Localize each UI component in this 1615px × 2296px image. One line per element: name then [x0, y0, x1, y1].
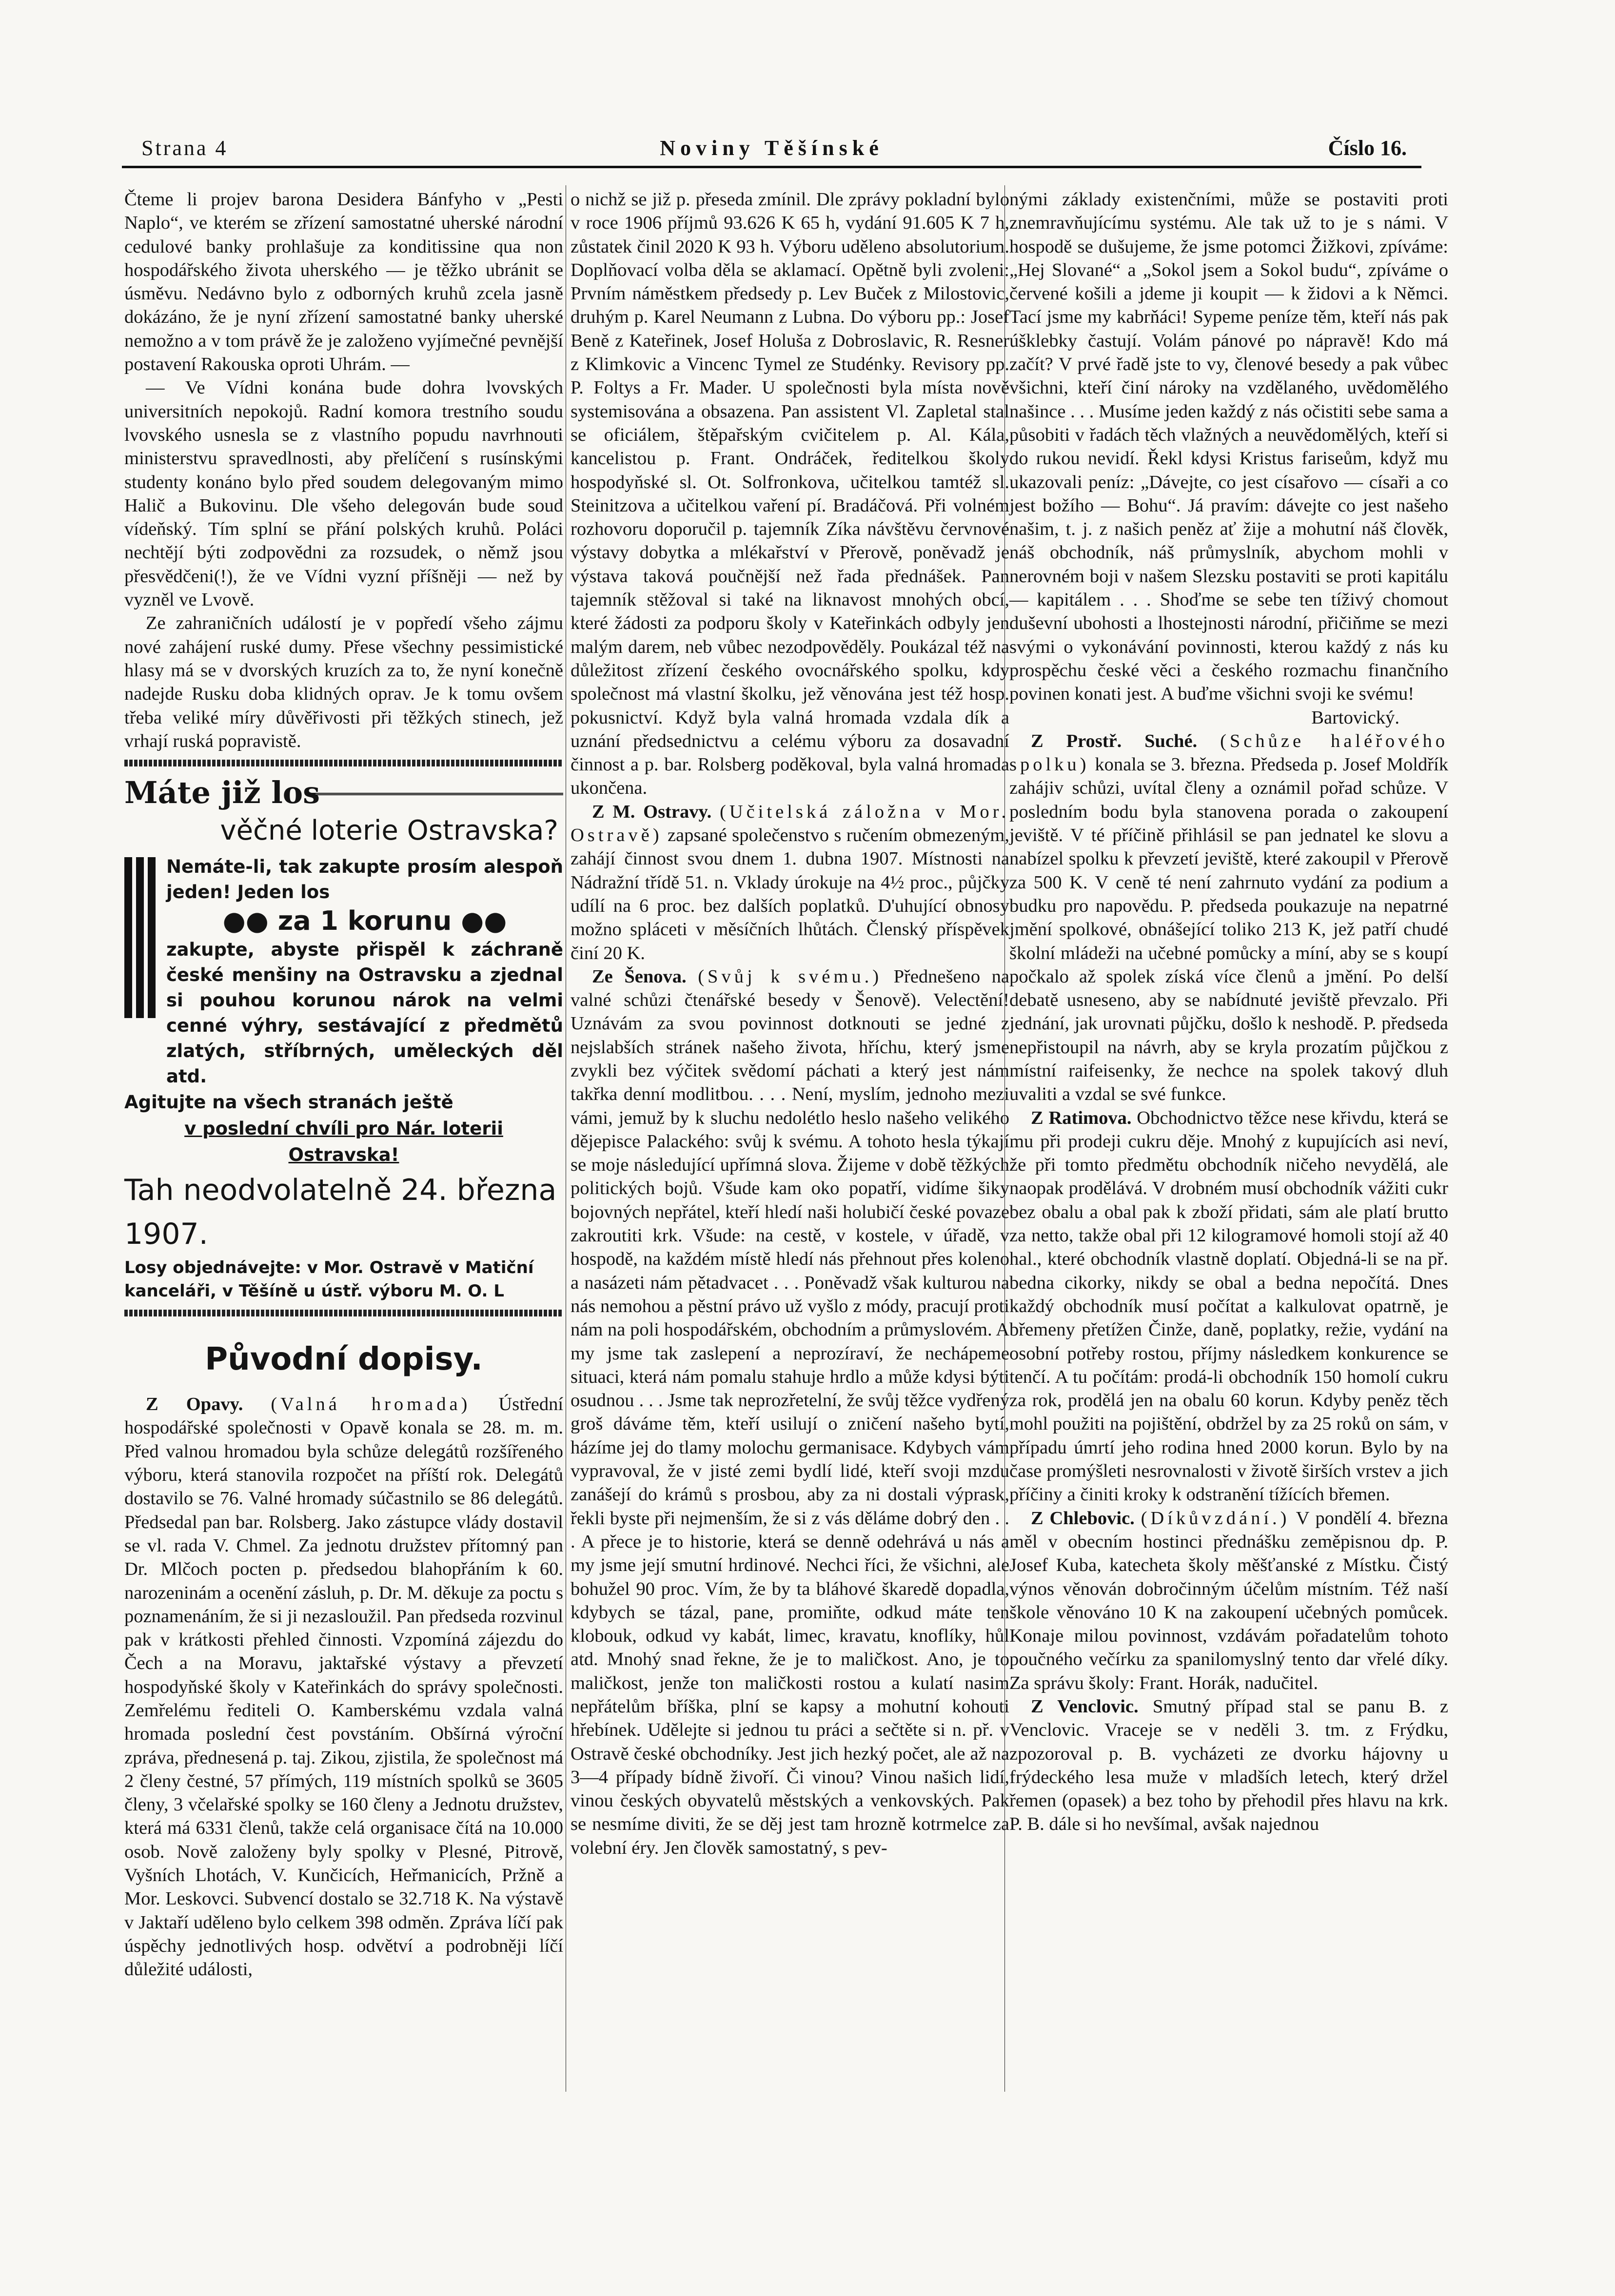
- dateline: Z Ratimova.: [1031, 1107, 1132, 1128]
- letter-text: Obchodnictvo těžce nese křivdu, která se mu při prodeji cukru děje. Mnohý z kupujících asi neví, že při tomto předmětu obchodník ničeho nevydělá, ale naopak prodělává. V drobném musí obchodník vážiti cukr bez obalu a obal pak k zboží přidati, sám ale platí brutto za netto, takže obal při 12 kilogramové homoli stojí až 40 hal., které obchodník vlastně doplatí. Objedná-li se na př. bedna cikorky, nikdy se obal a bedna nepočítá. Dnes každý obchodník musí počítat a kalkulovat opatrně, je břemeny přetížen Činže, daně, poplatky, režie, vydání na osobní potřeby rostou, příjmy následkem konkurence se tenčí. A tu počítám: prodá-li obchodník 150 homolí cukru za rok, prodělá jen na obalu 60 korun. Kdyby peněz těch mohl použiti na pojištění, obdržel by za 25 roků on sám, v případu úmrtí jeho rodina hned 2000 korun. Bylo by na čase promýšleti nesrovnalosti v životě širších vrstev a jich příčiny a činiti kroky k odstranění tížících břemen.: [1009, 1107, 1448, 1505]
- paragraph: nými základy existenčními, může se postaviti proti znemravňujícímu systému. Ale tak už to je s námi. V hospodě se dušujeme, že jsme potomci Žižkovi, zpíváme: „Hej Slované“ a „Sokol jsem a Sokol budu“, zpíváme o červené košili a jdeme ji koupit — k židovi a k Němci. Tací jsme my kabrňáci! Sypeme peníze těm, kteří nás pak úšklebky častují. Volám pánové po nápravě! Kdo má začít? V prvé řadě jste to vy, členové besedy a pak vůbec všichni, kteří činí nároky na vzdělaného, uvědomělého našince . . . Musíme jeden každý z nás očistiti sebe sama a působiti v řadách těch vlažných a neuvědomělých, kteří si do rukou nevidí. Řekl kdysi Kristus fariseům, když mu ukazovali peníz: „Dávejte, co jest císařovo — císaři a co jest božího — Bohu“. Já pravím: dávejte co jest našeho našim, t. j. z našich peněz ať žije a mohutní náš člověk, náš obchodník, náš průmyslník, abychom mohli v nerovném boji v našem Slezsku postaviti se proti kapitálu — kapitálem . . . Shoďme se sebe ten tíživý chomout duševní ubohosti a lhostejnosti národní, přičiňme se mezi svými o vykonávání povinnosti, kterou každý z nás ku prospěchu české věci a českého rozmachu finančního povinen konati jest. A buďme všichni svoji ke svému!: [1009, 189, 1448, 705]
- letter-text: V pondělí 4. března měl v obecním hostinci přednášku zeměpisnou dp. P. Josef Kuba, katecheta školy měšťanské z Místku. Čistý výnos věnován dobročinným účelům místním. Též naší škole věnováno 10 K na zakoupení učebných pomůcek. Konaje milou povinnost, vzdávám pořadatelům tohoto poučného večírku za spanilomyslný tento dar vřelé díky. Za správu školy: Frant. Horák, nadučitel.: [1009, 1508, 1448, 1693]
- ad-ostravska: Ostravska!: [288, 1144, 399, 1166]
- separator: [124, 1310, 563, 1316]
- subhead: (Valná hromada): [271, 1394, 471, 1415]
- letter-sucha: [1009, 729, 1448, 1106]
- letter-senov: [571, 965, 1009, 1860]
- ad-subtitle: věčné loterie Ostravska?: [220, 815, 558, 847]
- letter-text: konala se 3. března. Předseda p. Josef Moldřík zahájiv schůzi, uvítal členy a oznámil pořad schůze. V posledním bodu byla stanovena porada o zakoupení jeviště. V té příčině přihlásil se pan jednatel ke slovu a nabízel spolku k převzetí jeviště, které zakoupil v Přerově za 500 K. V ceně té není zahrnuto vydání za podium a budku pro napovědu. P. předseda poukazuje na nepatrné jmění spolkové, obnášející toliko 213 K, jež patří chudé školní mládeži na učebné pomůcky a míní, aby se s koupí počkalo až spolek získá více členů a jmění. Po delší debatě usneseno, aby se nabídnuté jeviště převzalo. Při jednání, jak urovnati půjčku, došlo k neshodě. P. předseda nepřistoupil na návrh, aby se kryla prozatím půjčkou z místní raifeisenky, že nechce na spolek takový dluh uvaliti a vzdal se své funkce.: [1009, 754, 1448, 1105]
- ad-draw-date: Tah neodvolatelně 24. března 1907.: [124, 1173, 557, 1252]
- subhead: (Svůj k svému.): [698, 966, 883, 987]
- page-number: Strana 4: [141, 136, 228, 160]
- letter-chlebovice: [1009, 1507, 1448, 1695]
- letter-ostrava: [571, 800, 1009, 965]
- section-title: Původní dopisy.: [205, 1341, 483, 1378]
- ad-text: Nemáte-li, tak zakupte prosím alespoň jeden! Jeden los: [166, 856, 563, 903]
- column-2: [571, 188, 1009, 1860]
- dateline: Z Venclovic.: [1031, 1696, 1139, 1717]
- lottery-advertisement: [124, 773, 563, 1303]
- letter-text: Smutný případ stal se panu B. z Venclovic. Vraceje se v neděli 3. tm. z Frýdku, zpozoroval p. B. vycházeti ze dvorku hájovny u frýdeckého lesa muže v mladších letech, který držel řemen (opasek) a bez toho by přehodil přes hlavu na krk. P. B. dále si ho nevšímal, avšak najednou: [1009, 1696, 1448, 1835]
- paragraph: o nichž se již p. přeseda zmínil. Dle zprávy pokladní bylo v roce 1906 příjmů 93.626 K 65 h, vydání 91.605 K 7 h, zůstatek činil 2020 K 93 h. Výboru uděleno absolutorium. Doplňovací volba děla se aklamací. Opětně byli zvoleni: Prvním náměstkem předsedy p. Lev Buček z Milostovic, druhým p. Karel Neumann z Lubna. Do výboru pp.: Josef Beně z Kateřinek, Josef Holuša z Dobroslavic, R. Resner z Klimkovic a Vincenc Tymel ze Studénky. Revisory pp. P. Foltys a Fr. Mader. U společnosti byla místa nově systemisována a obsazena. Pan assistent Vl. Zapletal stal se oficiálem, štěpařským cvičitelem p. Al. Kála, kancelistou p. Frant. Ondráček, ředitelkou školy hospodyňské sl. Ot. Solfronkova, učitelkou tamtéž sl. Steinitzova a učitelkou vaření pí. Bradáčová. Při volném rozhovoru doporučil p. tajemník Zíka návštěvu červnové výstavy dobytka a mlékařství v Přerově, poněvadž je výstava taková poučnější než řada přednášek. Pan tajemník stěžoval si také na liknavost mnohých obcí, které žádosti za podporu školy v Kateřinkách odbyly jen malým darem, neb vůbec nezodpověděly. Poukázal též na důležitost zřízení českého ovocnářského spolku, kdy společnost má vlastní školku, jež věnována jest též hosp. pokusnictví. Když byla valná hromada vzdala dík a uznání předsednictvu a celému výboru za dosavadní činnost a p. bar. Rolsberg poděkoval, byla valná hromada ukončena.: [571, 189, 1009, 799]
- letter-opava: [124, 1393, 563, 1981]
- subhead: (Učitelská záložna v Mor. Ostravě): [571, 801, 1010, 846]
- ad-orders: Losy objednávejte: v Mor. Ostravě v Matiční kanceláři, v Těšíně u ústř. výboru M. O. L: [124, 1258, 534, 1301]
- dateline: Z M. Ostravy.: [592, 801, 712, 822]
- letter-ratimov: [1009, 1106, 1448, 1507]
- dateline: Z Opavy.: [146, 1394, 243, 1415]
- page-header: [122, 132, 1421, 168]
- letter-venclovice: [1009, 1695, 1448, 1836]
- paragraph: Ze zahraničních událostí je v popředí všeho zájmu nové zahájení ruské dumy. Přese všechny pessimistické hlasy má se v dvorských kruzích za to, že nyní konečně nadejde Rusku doba klidných oprav. Je k tomu ovšem třeba veliké míry důvěřivosti při těžkých stinech, jež vrhají ruská popravistě.: [124, 613, 563, 751]
- separator: [124, 760, 563, 766]
- letter-text: Přednešeno na valné schůzi čtenářské besedy v Šenově). Velectění! Uznávám za svou povinnost dotknouti se jedné z nejslabších stránek našeho života, hříchu, který jsme zvykli bez výčitek svědomí páchati a který jest nám takřka denní modlitbou. . . . Není, myslím, jednoho mezi vámi, jemuž by k sluchu nedolétlo heslo našeho velikého dějepisce Palackého: svůj k svému. A tohoto hesla týkají se moje následující upřímná slova. Žijeme v době těžkých politických bojů. Všude kam oko popatří, vidíme šiky bojovných nepřátel, kteří hledí naši holubičí české povaze zakroutiti krk. Všude: na cestě, v kostele, v úřadě, v hospodě, na každém místě hledí nás přehnout přes koleno a nasázeti nám pětadvacet . . . Poněvadž však kulturou na nás nemohou a pěstní právo už vyšlo z módy, pracují proti nám na poli hospodářském, obchodním a průmyslovém. A my jsme tak zaslepení a neprozíraví, že nechápeme situaci, která nám pomalu stahuje hrdlo a může kdysi býti osudnou . . . Jsme tak neprozřetelní, že svůj těžce vydřený groš dáváme těm, kteří usilují o zničení našeho bytí, házíme jej do tlamy molochu germanisace. Kdybych vám vypravoval, že v jisté zemi bydlí lidé, kteří svoji mzdu zanášejí do krámů s prosbou, aby za ni dostali výprask, řekli byste při nejmenším, že si z vás děláme dobrý den . . . A přece je to historie, která se denně odehrává u nás a my jsme její smutní hrdinové. Nechci říci, že všichni, ale bohužel 90 proc. Vím, že by ta bláhové škaredě dopadla, kdybych se tázal, pane, promiňte, odkud máte ten klobouk, odkud vy kabát, limec, kravatu, knoflíky, hůl atd. Mnohý snad řekne, že je to maličkost. Ano, je to maličkost, jenže ton maličkosti rostou a kulatí nasim nepřátelům bříška, plní se kapsy a mohutní kohouti hřebínek. Udělejte si jednou tu práci a sečtěte si n. př. v Ostravě české obchodníky. Jest jich hezký počet, ale až na 3—4 případy bídně živoří. Či vinou? Vinou našich lidí, vinou českých obyvatelů městských a venkovských. Pak se nesmíme diviti, že se děj jest tam hrozně kotrmelce za volební éry. Jen člověk samostatný, s pev-: [571, 966, 1009, 1858]
- signature: Bartovický.: [1311, 707, 1399, 728]
- paragraph: Čteme li projev barona Desidera Bánfyho v „Pesti Naplo“, ve kterém se zřízení samostatné uherské národní cedulové banky prohlašuje za konditissine qua non hospodářského života uherského — je těžko ubránit se úsměvu. Nedávno bylo z odborných kruhů zcela jasně dokázáno, že je nyní zřízení samostatné banky uherské nemožno a v tom právě že je založeno vyjímečné pevnější postavení Rakouska oproti Uhrám. —: [124, 189, 563, 375]
- ad-last-chance: v poslední chvíli pro Nár. loterii: [184, 1118, 503, 1139]
- subhead: (Díkůvzdání.): [1141, 1508, 1290, 1529]
- issue-number: Číslo 16.: [1328, 136, 1407, 160]
- ad-agitate-line: Agitujte na všech stranách ještě: [124, 1092, 453, 1113]
- paragraph: — Ve Vídni konána bude dohra lvovských universitních nepokojů. Radní komora trestního soudu lvovského usnesla se z vlastního popudu navrhnouti ministerstvu spravedlnosti, aby přelíčení s rusínskými studenty konáno bylo před soudem delegovaným mimo Halič a Bukovinu. Dle všeho delegován bude soud vídeňský. Tím splní se přání polských kruhů. Poláci nechtějí býti zodpovědni za rozsudek, o němž jsou přesvědčeni(!), že ve Vídni vyzní příšněji — než by vyzněl ve Lvově.: [124, 377, 563, 610]
- ad-body: [124, 854, 563, 1089]
- letter-text: zapsané společenstvo s ručením obmezeným, zahájí činnost svou dnem 1. dubna 1907. Místnosti na Nádražní třídě 51. n. Vklady úrokuje na 4½ proc., půjčky udílí na 6 proc. bez dalších poplatků. D'uhující obnosy možno spláceti v měsíčních lhůtách. Členský příspěvek činí 20 K.: [571, 825, 1010, 963]
- dateline: Ze Šenova.: [592, 966, 687, 987]
- ad-title: Máte již los: [124, 773, 563, 812]
- ad-price: ●● za 1 korunu ●●: [222, 905, 507, 937]
- subhead: (Schůze haléřového spolku): [1009, 730, 1448, 775]
- dateline: Z Chlebovic.: [1031, 1508, 1135, 1529]
- column-1: [124, 188, 563, 1982]
- newspaper-title: Noviny Těšínské: [660, 136, 884, 160]
- ad-agitate: [124, 1089, 563, 1168]
- dateline: Z Prostř. Suché.: [1031, 730, 1198, 751]
- letter-text: Ústřední hospodářské společnosti v Opavě konala se 28. m. m. Před valnou hromadou byla schůze delegátů rozšířeného výboru, která stanovila rozpočet na příští rok. Delegátů dostavilo se 76. Valné hromady súčastnilo se 86 delegátů. Předsedal pan bar. Rolsberg. Jako zástupce vlády dostavil se vl. rada V. Chmel. Za jednotu družstev přítomný pan Dr. Mlčoch pocten p. předsedou blahopřáním k 60. narozeninám a ocenění zásluh, p. Dr. M. děkuje za poctu s poznamenáním, že si ji nezasloužil. Pan předseda rozvinul pak v krátkosti přehled činnosti. Vzpomíná zájezdu do Čech a na Moravu, jaktařské výstavy a převzetí hospodyňské školy v Kateřinkách do správy společnosti. Zemřelému řediteli O. Kamberskému vzdala valná hromada poslední čest povstáním. Obšírná výroční zpráva, přednesená p. taj. Zikou, zjistila, že společnost má 2 členy čestné, 57 přímých, 119 místních spolků se 3605 členy, 3 včelařské spolky se 160 členy a Jednotu družstev, která má 6331 členů, takže celá organisace čítá na 10.000 osob. Nově založeny byly spolky v Plesné, Pitrově, Vyšních Lhotách, V. Kunčicích, Heřmanicích, Pržně a Mor. Leskovci. Subvencí dostalo se 32.718 K. Na výstavě v Jaktaří uděleno bylo celkem 398 odměn. Zpráva líčí pak úspěchy jednotlivých hosp. odvětví a podrobněji líčí důležité události,: [124, 1394, 564, 1980]
- column-3: [1009, 188, 1448, 1836]
- ad-text: zakupte, abyste přispěl k záchraně české menšiny na Ostravsku a zjednal si pouhou korunou nárok na velmi cenné výhry, sestávající z předmětů zlatých, stříbrných, uměleckých děl atd.: [166, 939, 563, 1087]
